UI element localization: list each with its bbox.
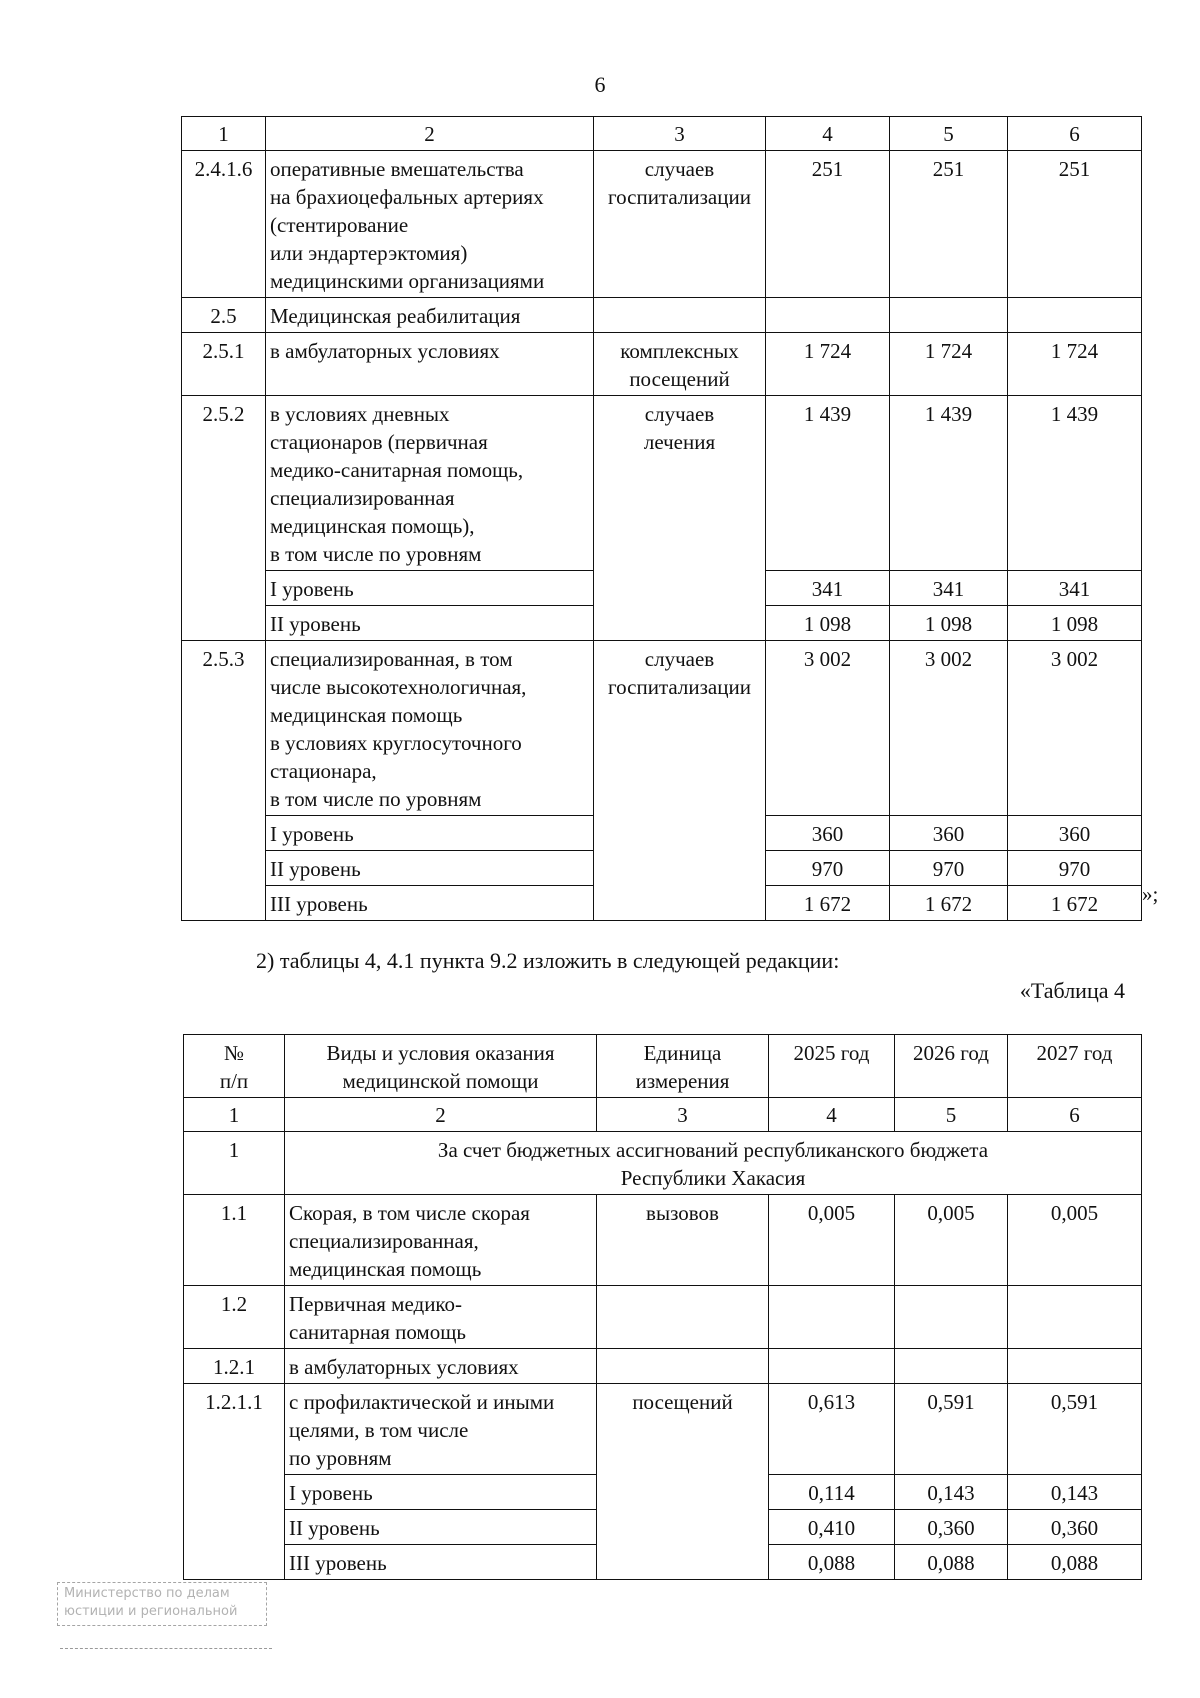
row-description bbox=[266, 641, 594, 816]
value-2026 bbox=[890, 298, 1008, 333]
col-num: 3 bbox=[594, 117, 766, 151]
text-line: или эндартерэктомия) bbox=[270, 241, 468, 265]
text-line: госпитализации bbox=[608, 675, 751, 699]
value-2026: 0,591 bbox=[895, 1384, 1008, 1475]
stamp-line: Министерство по делам bbox=[64, 1586, 230, 1601]
table-row bbox=[182, 641, 1142, 816]
col-num: 1 bbox=[184, 1098, 285, 1132]
value-2026: 0,143 bbox=[895, 1475, 1008, 1510]
row-number: 1.2 bbox=[184, 1286, 285, 1349]
table-row bbox=[182, 333, 1142, 396]
value-2026: 1 672 bbox=[890, 886, 1008, 921]
text-line: случаев bbox=[644, 647, 715, 671]
text-line: на брахиоцефальных артериях bbox=[270, 185, 544, 209]
value-2027: 1 724 bbox=[1008, 333, 1142, 396]
text-line: За счет бюджетных ассигнований республиканского бюджета bbox=[437, 1138, 989, 1162]
row-unit bbox=[597, 1286, 769, 1349]
value-2025: 360 bbox=[766, 816, 890, 851]
row-unit: вызовов bbox=[597, 1195, 769, 1286]
text-line: стационаров (первичная bbox=[270, 430, 488, 454]
value-2025: 341 bbox=[766, 571, 890, 606]
table-4 bbox=[183, 1034, 1142, 1580]
registration-stamp bbox=[57, 1582, 267, 1626]
value-2026: 970 bbox=[890, 851, 1008, 886]
row-unit bbox=[594, 641, 766, 921]
text-line: Первичная медико- bbox=[289, 1292, 463, 1316]
row-number: 1 bbox=[184, 1132, 285, 1195]
row-number: 2.4.1.6 bbox=[182, 151, 266, 298]
value-2026: 1 439 bbox=[890, 396, 1008, 571]
header-unit bbox=[597, 1035, 769, 1098]
col-num: 1 bbox=[182, 117, 266, 151]
text-line: (стентирование bbox=[270, 213, 409, 237]
closing-quote: »; bbox=[1142, 882, 1159, 906]
value-2027: 970 bbox=[1008, 851, 1142, 886]
text-line: Республики Хакасия bbox=[620, 1166, 806, 1190]
value-2027: 1 672 bbox=[1008, 886, 1142, 921]
value-2026: 341 bbox=[890, 571, 1008, 606]
text-line: лечения bbox=[643, 430, 716, 454]
value-2027: 1 439 bbox=[1008, 396, 1142, 571]
level-label: I уровень bbox=[285, 1475, 597, 1510]
col-num: 2 bbox=[285, 1098, 597, 1132]
row-description bbox=[285, 1286, 597, 1349]
value-2027: 0,143 bbox=[1008, 1475, 1142, 1510]
row-unit bbox=[594, 333, 766, 396]
row-description bbox=[266, 396, 594, 571]
value-2025 bbox=[769, 1349, 895, 1384]
value-2025: 3 002 bbox=[766, 641, 890, 816]
text-line: в условиях дневных bbox=[270, 402, 450, 426]
value-2025: 251 bbox=[766, 151, 890, 298]
text-line: Единица bbox=[643, 1041, 722, 1065]
value-2025: 0,613 bbox=[769, 1384, 895, 1475]
value-2025: 0,088 bbox=[769, 1545, 895, 1580]
value-2026 bbox=[895, 1349, 1008, 1384]
col-num: 6 bbox=[1008, 117, 1142, 151]
value-2025: 0,410 bbox=[769, 1510, 895, 1545]
value-2026: 1 098 bbox=[890, 606, 1008, 641]
table-4-column-numbers bbox=[184, 1098, 1142, 1132]
text-line: госпитализации bbox=[608, 185, 751, 209]
value-2025: 1 724 bbox=[766, 333, 890, 396]
level-label: I уровень bbox=[266, 816, 594, 851]
table-1 bbox=[181, 116, 1142, 921]
row-number: 1.2.1 bbox=[184, 1349, 285, 1384]
table-title: «Таблица 4 bbox=[1019, 978, 1125, 1003]
row-number: 2.5.2 bbox=[182, 396, 266, 641]
table-row bbox=[184, 1384, 1142, 1475]
section-row bbox=[184, 1132, 1142, 1195]
table-4-header bbox=[184, 1035, 1142, 1098]
level-label: III уровень bbox=[266, 886, 594, 921]
row-description: в амбулаторных условиях bbox=[266, 333, 594, 396]
level-label: I уровень bbox=[266, 571, 594, 606]
value-2027 bbox=[1008, 1349, 1142, 1384]
table-row bbox=[182, 151, 1142, 298]
text-line: специализированная, в том bbox=[270, 647, 513, 671]
text-line: санитарная помощь bbox=[289, 1320, 466, 1344]
value-2027: 0,005 bbox=[1008, 1195, 1142, 1286]
header-year-2026: 2026 год bbox=[895, 1035, 1008, 1098]
text-line: медицинская помощь bbox=[270, 703, 463, 727]
value-2027: 0,591 bbox=[1008, 1384, 1142, 1475]
text-line: медицинской помощи bbox=[342, 1069, 539, 1093]
table-row bbox=[184, 1349, 1142, 1384]
value-2025: 1 672 bbox=[766, 886, 890, 921]
col-num: 4 bbox=[766, 117, 890, 151]
header-year-2025: 2025 год bbox=[769, 1035, 895, 1098]
page-number: 6 bbox=[594, 72, 606, 97]
value-2027 bbox=[1008, 1286, 1142, 1349]
value-2025: 0,114 bbox=[769, 1475, 895, 1510]
text-line: п/п bbox=[219, 1069, 249, 1093]
text-line: Скорая, в том числе скорая bbox=[289, 1201, 530, 1225]
table-1-column-numbers bbox=[182, 117, 1142, 151]
text-line: в условиях круглосуточного bbox=[270, 731, 522, 755]
row-unit bbox=[594, 298, 766, 333]
header-number bbox=[184, 1035, 285, 1098]
stamp-underline bbox=[60, 1648, 272, 1649]
text-line: медико-санитарная помощь, bbox=[270, 458, 524, 482]
level-label: III уровень bbox=[285, 1545, 597, 1580]
value-2027 bbox=[1008, 298, 1142, 333]
text-line: в том числе по уровням bbox=[270, 542, 482, 566]
level-label: II уровень bbox=[285, 1510, 597, 1545]
value-2025 bbox=[766, 298, 890, 333]
level-label: II уровень bbox=[266, 851, 594, 886]
section-title bbox=[285, 1132, 1142, 1195]
table-row bbox=[182, 298, 1142, 333]
row-unit bbox=[597, 1349, 769, 1384]
text-line: специализированная, bbox=[289, 1229, 479, 1253]
row-unit bbox=[594, 151, 766, 298]
text-line: случаев bbox=[644, 157, 715, 181]
col-num: 5 bbox=[890, 117, 1008, 151]
value-2026 bbox=[895, 1286, 1008, 1349]
value-2027: 341 bbox=[1008, 571, 1142, 606]
text-line: по уровням bbox=[289, 1446, 392, 1470]
value-2026: 0,360 bbox=[895, 1510, 1008, 1545]
header-year-2027: 2027 год bbox=[1008, 1035, 1142, 1098]
table-row bbox=[184, 1286, 1142, 1349]
value-2027: 0,088 bbox=[1008, 1545, 1142, 1580]
value-2026: 0,005 bbox=[895, 1195, 1008, 1286]
text-line: целями, в том числе bbox=[289, 1418, 469, 1442]
col-num: 5 bbox=[895, 1098, 1008, 1132]
value-2027: 251 bbox=[1008, 151, 1142, 298]
col-num: 4 bbox=[769, 1098, 895, 1132]
text-line: специализированная bbox=[270, 486, 455, 510]
row-number: 1.1 bbox=[184, 1195, 285, 1286]
value-2025 bbox=[769, 1286, 895, 1349]
col-num: 2 bbox=[266, 117, 594, 151]
text-line: измерения bbox=[635, 1069, 730, 1093]
row-number: 2.5 bbox=[182, 298, 266, 333]
text-line: случаев bbox=[644, 402, 715, 426]
value-2026: 360 bbox=[890, 816, 1008, 851]
text-line: посещений bbox=[629, 367, 730, 391]
row-unit bbox=[594, 396, 766, 641]
col-num: 3 bbox=[597, 1098, 769, 1132]
stamp-line: юстиции и региональной bbox=[64, 1604, 238, 1619]
row-description bbox=[285, 1195, 597, 1286]
value-2026: 3 002 bbox=[890, 641, 1008, 816]
level-label: II уровень bbox=[266, 606, 594, 641]
value-2025: 1 098 bbox=[766, 606, 890, 641]
value-2025: 970 bbox=[766, 851, 890, 886]
table-row bbox=[182, 396, 1142, 571]
row-description bbox=[285, 1384, 597, 1475]
value-2027: 0,360 bbox=[1008, 1510, 1142, 1545]
row-number: 1.2.1.1 bbox=[184, 1384, 285, 1580]
value-2026: 0,088 bbox=[895, 1545, 1008, 1580]
table-row bbox=[184, 1195, 1142, 1286]
value-2027: 360 bbox=[1008, 816, 1142, 851]
text-line: комплексных bbox=[620, 339, 739, 363]
value-2026: 251 bbox=[890, 151, 1008, 298]
text-line: медицинская помощь bbox=[289, 1257, 482, 1281]
header-kind bbox=[285, 1035, 597, 1098]
row-description: в амбулаторных условиях bbox=[285, 1349, 597, 1384]
row-number: 2.5.3 bbox=[182, 641, 266, 921]
col-num: 6 bbox=[1008, 1098, 1142, 1132]
text-line: стационара, bbox=[270, 759, 377, 783]
text-line: числе высокотехнологичная, bbox=[270, 675, 527, 699]
row-unit: посещений bbox=[597, 1384, 769, 1580]
value-2026: 1 724 bbox=[890, 333, 1008, 396]
row-description: Медицинская реабилитация bbox=[266, 298, 594, 333]
text-line: № bbox=[223, 1041, 245, 1065]
value-2027: 1 098 bbox=[1008, 606, 1142, 641]
value-2025: 0,005 bbox=[769, 1195, 895, 1286]
text-line: Виды и условия оказания bbox=[326, 1041, 555, 1065]
row-description bbox=[266, 151, 594, 298]
text-line: медицинская помощь), bbox=[270, 514, 475, 538]
text-line: в том числе по уровням bbox=[270, 787, 482, 811]
text-line: оперативные вмешательства bbox=[270, 157, 524, 181]
value-2027: 3 002 bbox=[1008, 641, 1142, 816]
value-2025: 1 439 bbox=[766, 396, 890, 571]
amendment-paragraph: 2) таблицы 4, 4.1 пункта 9.2 изложить в следующей редакции: bbox=[256, 948, 840, 973]
text-line: с профилактической и иными bbox=[289, 1390, 555, 1414]
row-number: 2.5.1 bbox=[182, 333, 266, 396]
text-line: медицинскими организациями bbox=[270, 269, 545, 293]
